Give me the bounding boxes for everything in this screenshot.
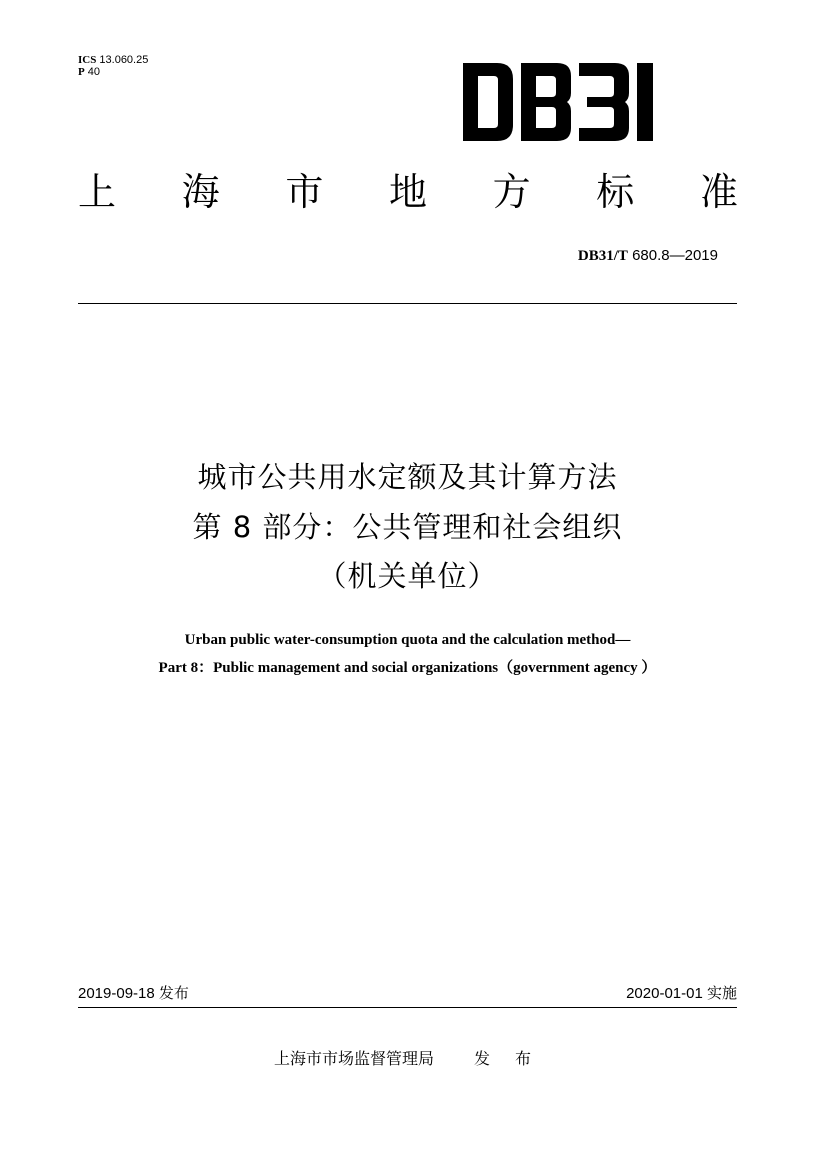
standard-type-char: 上 <box>78 170 117 214</box>
db31-logo <box>463 63 689 141</box>
ics-value: 13.060.25 <box>99 54 149 66</box>
standard-type-char: 准 <box>699 170 738 214</box>
header-divider <box>78 303 737 304</box>
standard-type-char: 海 <box>181 170 220 214</box>
logo-text <box>463 141 464 142</box>
ccs-label: P <box>78 66 85 78</box>
standard-type <box>78 168 738 216</box>
issuer-name: 上海市市场监督管理局 <box>273 1049 434 1068</box>
ccs-code <box>78 66 100 78</box>
implementation-date: 2020-01-01 实施 <box>626 985 737 1002</box>
standard-number-value: 680.8—2019 <box>627 247 718 264</box>
standard-type-char: 方 <box>492 170 531 214</box>
ics-label: ICS <box>78 54 97 66</box>
title-en-line1: Urban public water-consumption quota and the calculation method— <box>184 632 631 648</box>
issuer-action: 发 布 <box>473 1049 542 1068</box>
standard-type-char: 标 <box>596 170 635 214</box>
issuer <box>0 1048 815 1070</box>
standard-number <box>578 246 718 266</box>
title-cn-line2: 第 8 部分：公共管理和社会组织 <box>192 510 623 544</box>
issue-date: 2019-09-18 发布 <box>78 985 189 1002</box>
title-cn-line3: （机关单位） <box>317 559 498 593</box>
ics-code <box>78 54 148 66</box>
standard-type-char: 地 <box>388 170 427 214</box>
title-cn-line1: 城市公共用水定额及其计算方法 <box>197 460 618 494</box>
ccs-value: 40 <box>87 66 101 78</box>
standard-type-char: 市 <box>285 170 324 214</box>
title-en-line2: Part 8：Public management and social organizations（government agency ） <box>158 660 657 676</box>
footer-divider <box>78 1007 737 1008</box>
standard-number-prefix: DB31/T <box>577 248 628 264</box>
